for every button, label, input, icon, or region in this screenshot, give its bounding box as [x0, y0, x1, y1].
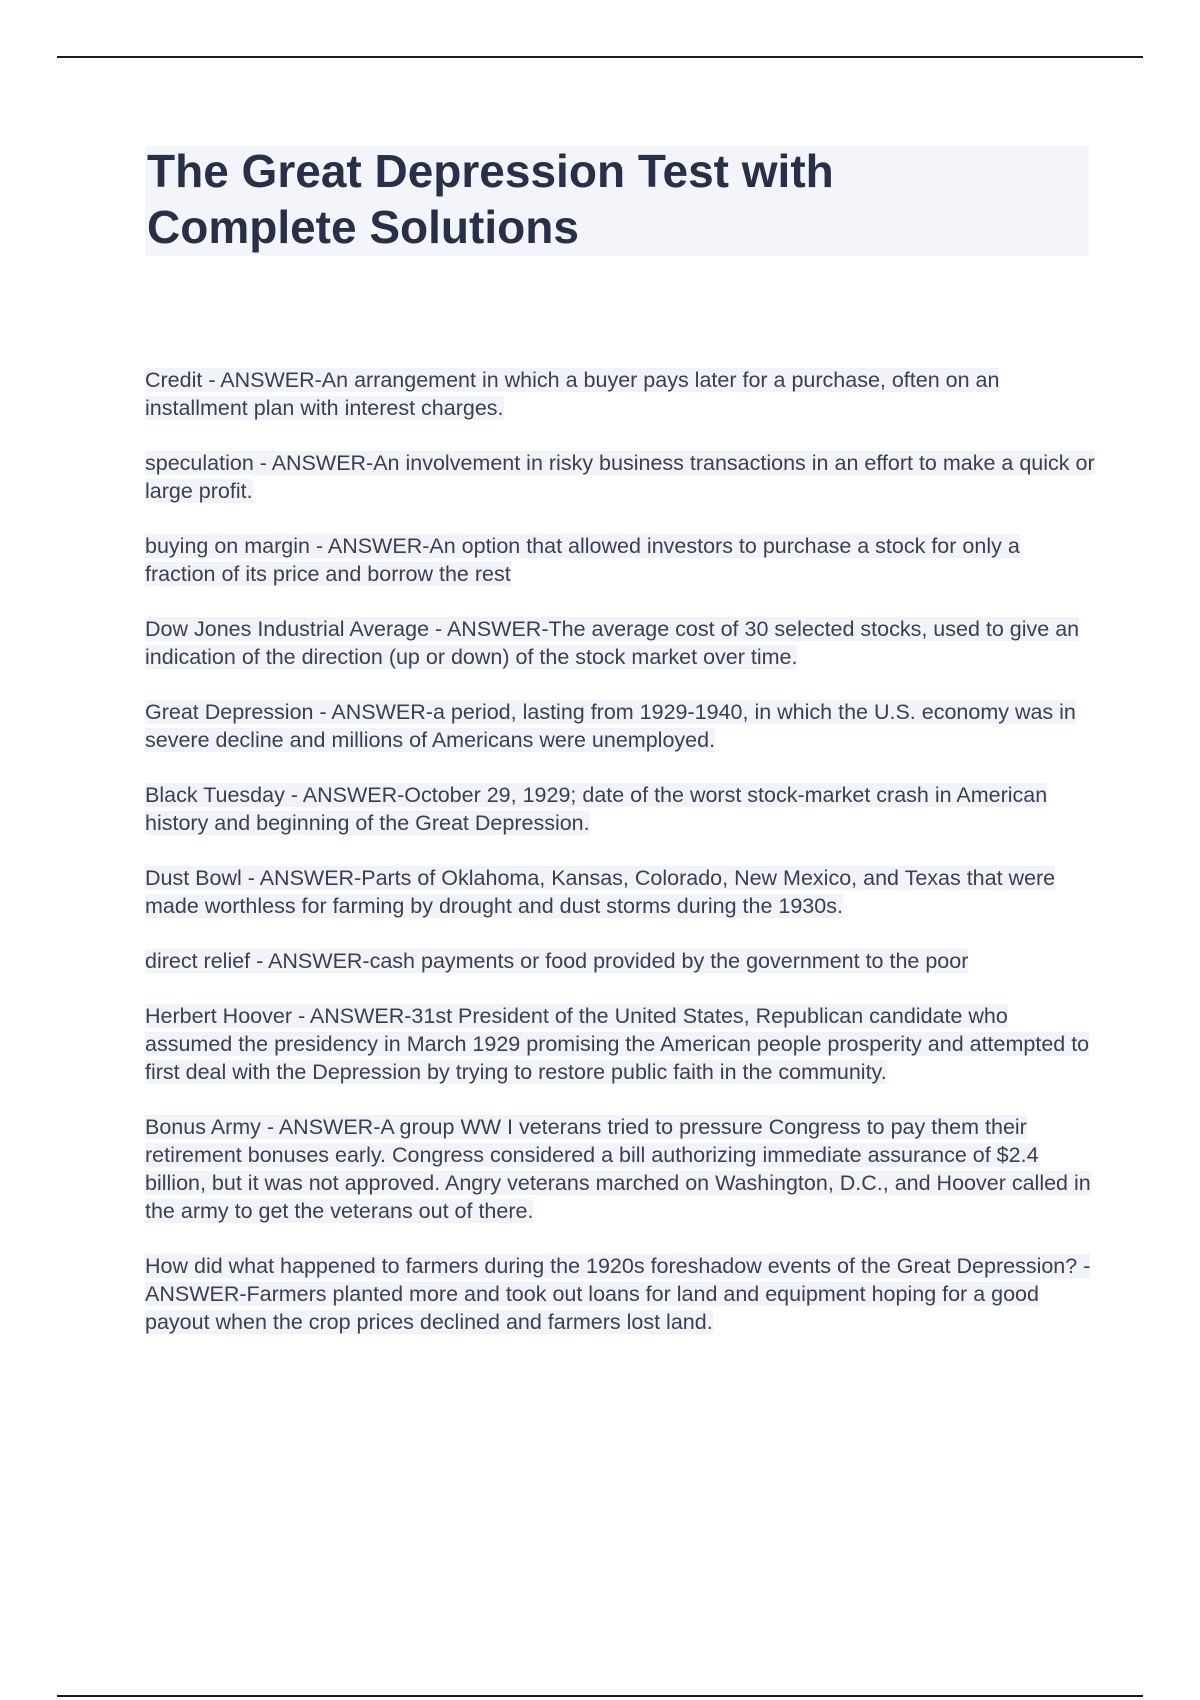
qa-item-text: How did what happened to farmers during the 1920s foreshadow events of the Great Depression? - ANSWER-Farmers planted more and took out loans for land and equipment hoping for a good payout when the crop prices declined and farmers lost land.	[145, 1254, 1091, 1334]
qa-item-text: Dust Bowl - ANSWER-Parts of Oklahoma, Kansas, Colorado, New Mexico, and Texas that were made worthless for farming by drought and dust storms during the 1930s.	[145, 866, 1056, 918]
qa-item-text: Herbert Hoover - ANSWER-31st President of the United States, Republican candidate who assumed the presidency in March 1929 promising the American people prosperity and attempted to first deal with the Depression by trying to restore public faith in the community.	[145, 1004, 1090, 1084]
qa-list	[145, 366, 1095, 1363]
qa-item-speculation	[145, 449, 1095, 505]
qa-item-bonus-army	[145, 1113, 1095, 1225]
qa-item-buying-on-margin	[145, 532, 1095, 588]
qa-item-herbert-hoover	[145, 1002, 1095, 1086]
qa-item-black-tuesday	[145, 781, 1095, 837]
qa-item-text: Great Depression - ANSWER-a period, lasting from 1929-1940, in which the U.S. economy was in severe decline and millions of Americans were unemployed.	[145, 700, 1076, 752]
page-title: The Great Depression Test with Complete Solutions	[147, 145, 834, 253]
qa-item-text: Dow Jones Industrial Average - ANSWER-The average cost of 30 selected stocks, used to give an indication of the direction (up or down) of the stock market over time.	[145, 617, 1080, 669]
qa-item-text: Bonus Army - ANSWER-A group WW I veterans tried to pressure Congress to pay them their retirement bonuses early. Congress considered a bill authorizing immediate assurance of $2.4 billion, but it was not approved. Angry veterans marched on Washington, D.C., and Hoover called in the army to get the veterans out of there.	[145, 1115, 1091, 1223]
qa-item-dust-bowl	[145, 864, 1095, 920]
top-divider	[57, 56, 1143, 58]
bottom-divider	[57, 1695, 1143, 1697]
qa-item-text: direct relief - ANSWER-cash payments or food provided by the government to the poor	[145, 949, 969, 973]
qa-item-credit	[145, 366, 1095, 422]
qa-item-farmers-1920s	[145, 1252, 1095, 1336]
qa-item-text: Black Tuesday - ANSWER-October 29, 1929; date of the worst stock-market crash in American history and beginning of the Great Depression.	[145, 783, 1048, 835]
qa-item-dow-jones	[145, 615, 1095, 671]
qa-item-great-depression	[145, 698, 1095, 754]
qa-item-text: Credit - ANSWER-An arrangement in which a buyer pays later for a purchase, often on an installment plan with interest charges.	[145, 368, 1000, 420]
qa-item-direct-relief	[145, 947, 1095, 975]
qa-item-text: buying on margin - ANSWER-An option that allowed investors to purchase a stock for only a fraction of its price and borrow the rest	[145, 534, 1020, 586]
qa-item-text: speculation - ANSWER-An involvement in risky business transactions in an effort to make a quick or large profit.	[145, 451, 1095, 503]
